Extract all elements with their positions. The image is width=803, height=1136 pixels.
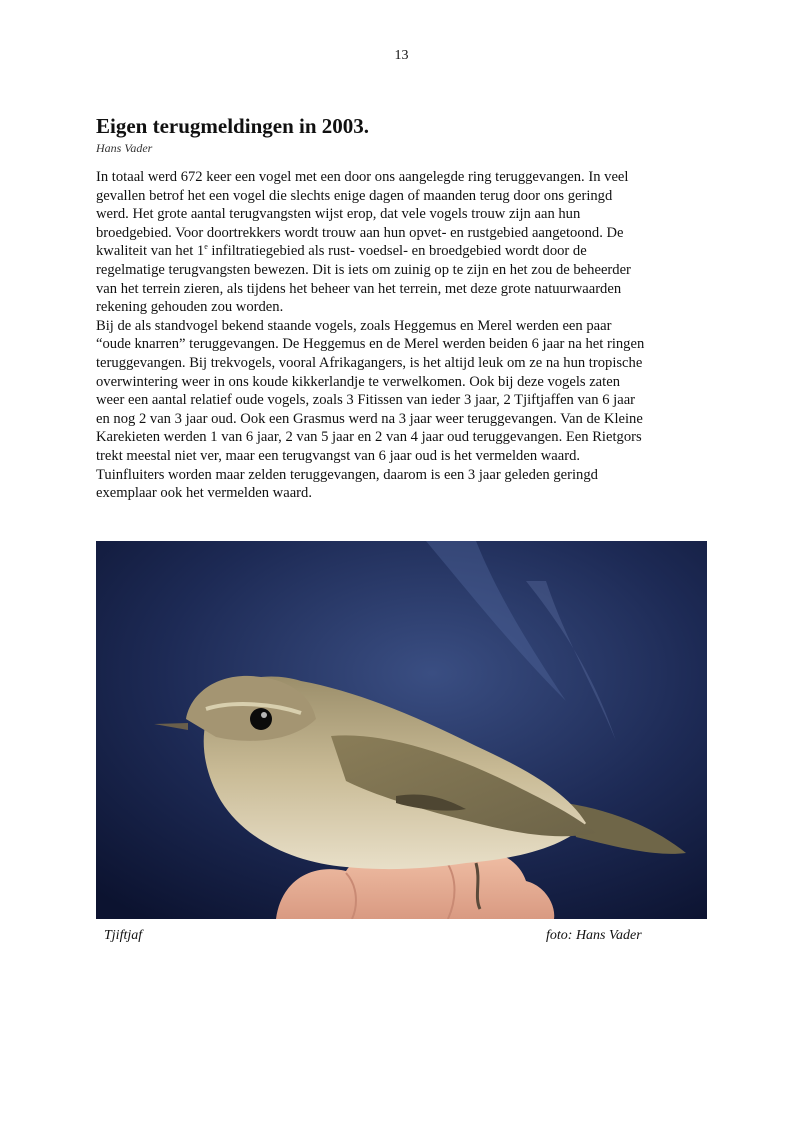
photo-caption: Tjiftjaf xyxy=(104,928,143,943)
ordinal-superscript: e xyxy=(204,242,208,252)
body-line: overwintering weer in ons koude kikkerlandje te verwelkomen. Ook bij deze vogels zaten xyxy=(96,373,620,390)
body-line: teruggevangen. Bij trekvogels, vooral Afrikagangers, is het altijd leuk om ze na hun tropische xyxy=(96,354,643,371)
bird-photo xyxy=(96,541,707,919)
body-line: In totaal werd 672 keer een vogel met een door ons aangelegde ring teruggevangen. In veel xyxy=(96,169,629,185)
body-line: weer een aantal relatief oude vogels, zoals 3 Fitissen van ieder 3 jaar, 2 Tjiftjaffen van 6 jaar xyxy=(96,392,636,409)
body-line: broedgebied. Voor doortrekkers wordt trouw aan hun opvet- en rustgebied aangetoond. De xyxy=(96,224,624,241)
body-line: Karekieten werden 1 van 6 jaar, 2 van 5 jaar en 2 van 4 jaar oud teruggevangen. Een Rietgors xyxy=(96,429,642,446)
body-line: werd. Het grote aantal terugvangsten wijst erop, dat vele vogels trouw zijn aan hun xyxy=(96,206,581,223)
body-line: regelmatige terugvangsten bewezen. Dit is iets om zuinig op te zijn en het zou de beheerder xyxy=(96,261,631,278)
warbler-illustration xyxy=(96,541,707,919)
body-line: “oude knarren” teruggevangen. De Heggemus en de Merel werden beiden 6 jaar na het ringen xyxy=(96,336,645,353)
body-line: van het terrein zieren, als tijdens het beheer van het terrein, met deze grote natuurwaarden xyxy=(96,280,622,297)
body-line: rekening gehouden zou worden. xyxy=(96,299,284,316)
body-line-kwaliteit xyxy=(96,242,696,261)
body-line-part: kwaliteit van het 1 xyxy=(96,243,205,260)
article-title: Eigen terugmeldingen in 2003. xyxy=(96,114,370,138)
article-author: Hans Vader xyxy=(96,141,153,155)
article-body xyxy=(96,168,696,503)
body-line: gevallen betrof het een vogel die slechts enige dagen of maanden terug door ons geringd xyxy=(96,187,613,204)
page-number: 13 xyxy=(394,48,409,63)
photo-credit: foto: Hans Vader xyxy=(546,928,642,943)
body-line: Tuinfluiters worden maar zelden teruggevangen, daarom is een 3 jaar geleden geringd xyxy=(96,466,598,483)
body-line: en nog 2 van 3 jaar oud. Ook een Grasmus werd na 3 jaar weer teruggevangen. Van de Kleine xyxy=(96,410,643,427)
body-line-part: infiltratiegebied als rust- voedsel- en broedgebied wordt door de xyxy=(207,243,587,260)
body-line: Bij de als standvogel bekend staande vogels, zoals Heggemus en Merel werden een paar xyxy=(96,317,612,334)
body-line: trekt meestal niet ver, maar een terugvangst van 6 jaar oud is het vermelden waard. xyxy=(96,447,581,464)
body-line: exemplaar ook het vermelden waard. xyxy=(96,485,312,502)
